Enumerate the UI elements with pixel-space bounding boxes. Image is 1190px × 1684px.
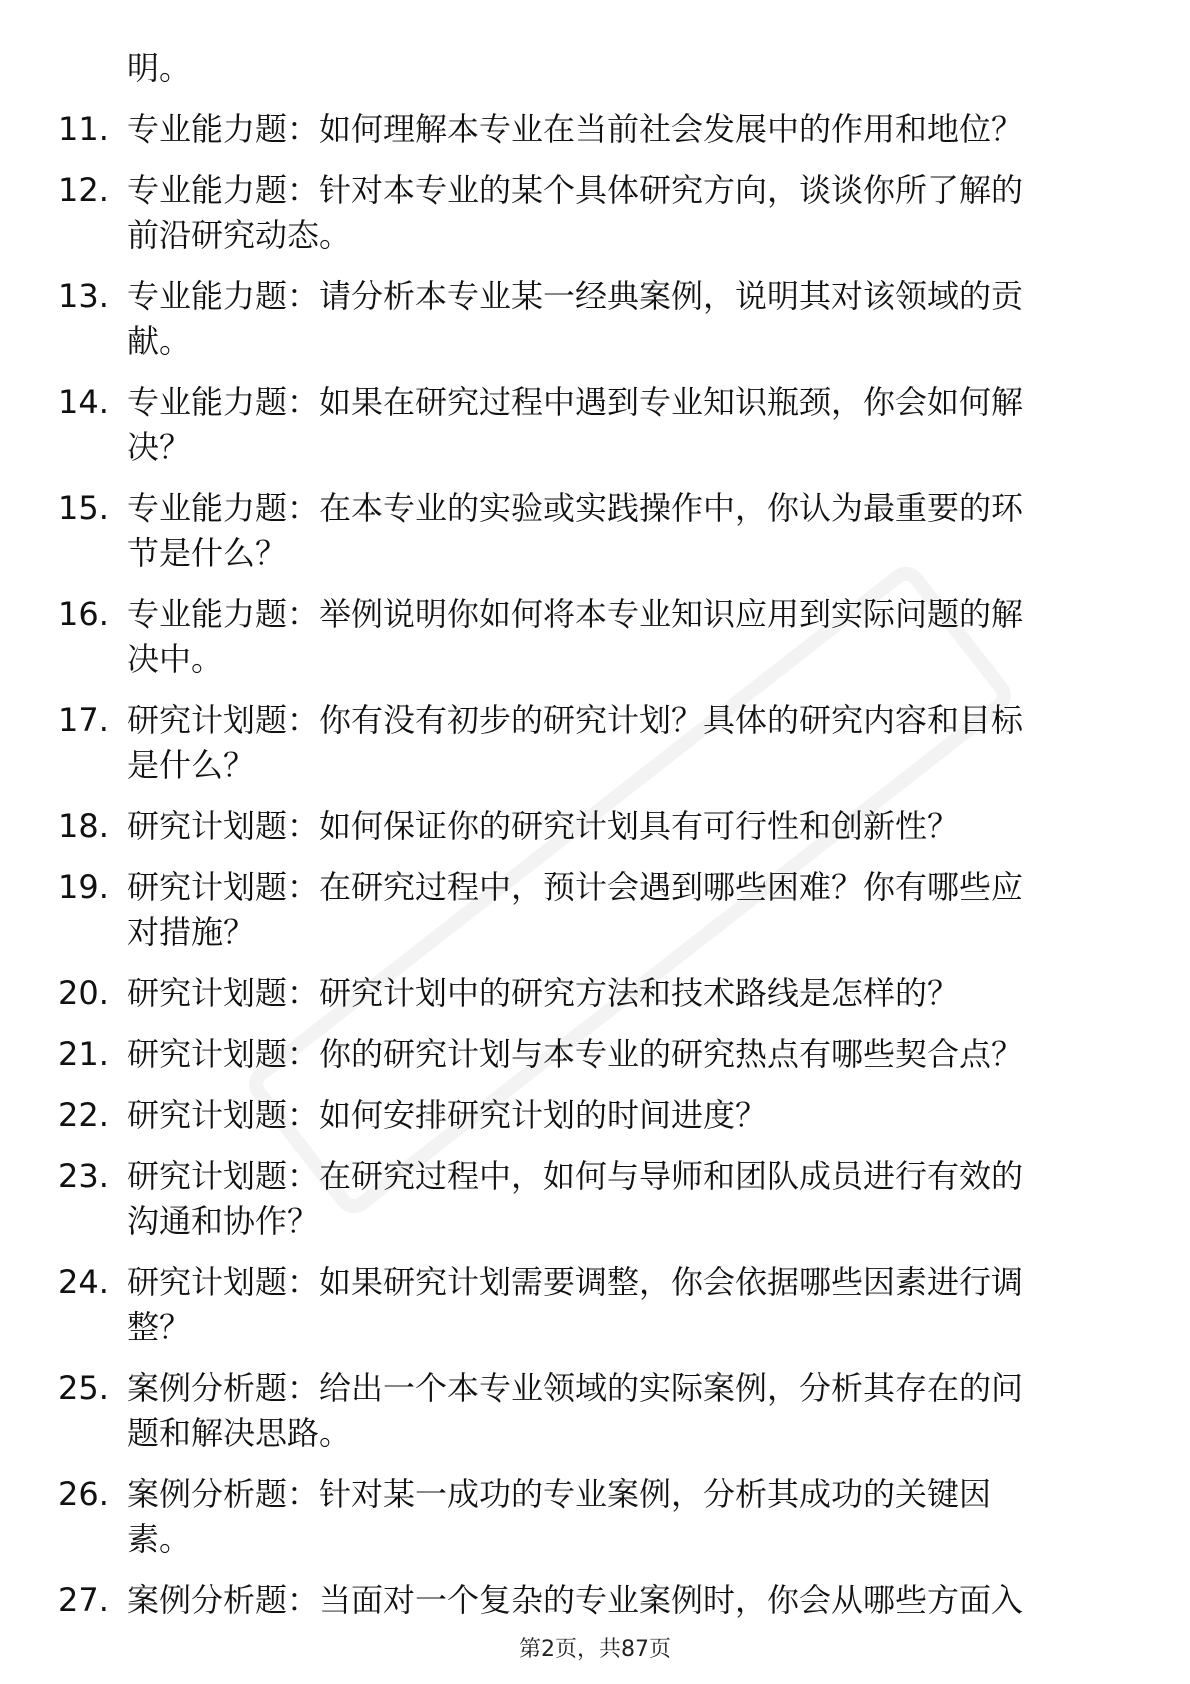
question-text-line: 整？ [127, 1308, 192, 1346]
question-item [58, 1154, 1118, 1244]
question-text [127, 971, 1118, 1016]
page-footer: 第2页，共87页 [519, 1637, 671, 1662]
question-item [58, 971, 1118, 1016]
question-number: 19. [58, 868, 109, 906]
question-item [58, 107, 1118, 152]
question-text-line: 素。 [127, 1520, 192, 1558]
continuation-text: 明。 [127, 49, 192, 87]
question-text-line: 专业能力题：举例说明你如何将本专业知识应用到实际问题的解 [127, 595, 1024, 633]
question-number: 12. [58, 171, 109, 209]
question-number: 13. [58, 277, 109, 315]
question-text [127, 1260, 1118, 1350]
question-text-line: 案例分析题：针对某一成功的专业案例，分析其成功的关键因 [127, 1475, 992, 1513]
question-text [127, 168, 1118, 258]
question-text-line: 题和解决思路。 [127, 1414, 352, 1452]
question-text-line: 专业能力题：请分析本专业某一经典案例，说明其对该领域的贡 [127, 277, 1024, 315]
question-text-line: 节是什么？ [127, 534, 288, 572]
question-number: 21. [58, 1035, 109, 1073]
question-text-line: 决？ [127, 428, 192, 466]
question-text [127, 1472, 1118, 1562]
question-text-line: 研究计划题：你的研究计划与本专业的研究热点有哪些契合点？ [127, 1035, 1024, 1073]
question-item [58, 380, 1118, 470]
question-number: 15. [58, 489, 109, 527]
question-text [127, 1366, 1118, 1456]
question-text [127, 1154, 1118, 1244]
question-text-line: 研究计划题：如何安排研究计划的时间进度？ [127, 1096, 768, 1134]
question-text-line: 献。 [127, 322, 192, 360]
question-number: 18. [58, 807, 109, 845]
question-number: 25. [58, 1369, 109, 1407]
question-text [127, 107, 1118, 152]
question-item [58, 592, 1118, 682]
question-item [58, 1093, 1118, 1138]
question-item [58, 274, 1118, 364]
question-list [58, 107, 1118, 1623]
question-text-line: 是什么？ [127, 746, 256, 784]
question-item [58, 486, 1118, 576]
question-item [58, 1578, 1118, 1623]
question-item [58, 1472, 1118, 1562]
question-text-line: 研究计划题：你有没有初步的研究计划？具体的研究内容和目标 [127, 701, 1024, 739]
question-text-line: 研究计划题：如果研究计划需要调整，你会依据哪些因素进行调 [127, 1263, 1024, 1301]
question-text-line: 研究计划题：研究计划中的研究方法和技术路线是怎样的？ [127, 974, 960, 1012]
question-text [127, 698, 1118, 788]
question-text [127, 1032, 1118, 1077]
question-text-line: 前沿研究动态。 [127, 216, 352, 254]
question-number: 14. [58, 383, 109, 421]
question-text-line: 研究计划题：在研究过程中，如何与导师和团队成员进行有效的 [127, 1157, 1024, 1195]
question-text [127, 592, 1118, 682]
question-text-line: 研究计划题：在研究过程中，预计会遇到哪些困难？你有哪些应 [127, 868, 1024, 906]
question-number: 20. [58, 974, 109, 1012]
question-text [127, 380, 1118, 470]
question-number: 24. [58, 1263, 109, 1301]
question-text [127, 1093, 1118, 1138]
question-text-line: 研究计划题：如何保证你的研究计划具有可行性和创新性？ [127, 807, 960, 845]
question-text-line: 案例分析题：当面对一个复杂的专业案例时，你会从哪些方面入 [127, 1581, 1024, 1619]
question-number: 27. [58, 1581, 109, 1619]
question-number: 17. [58, 701, 109, 739]
question-item [58, 1260, 1118, 1350]
question-text [127, 865, 1118, 955]
question-text [127, 1578, 1118, 1623]
question-item [58, 865, 1118, 955]
question-text-line: 决中。 [127, 640, 224, 678]
question-item [58, 1032, 1118, 1077]
question-text-line: 专业能力题：在本专业的实验或实践操作中，你认为最重要的环 [127, 489, 1024, 527]
question-item [58, 804, 1118, 849]
question-number: 23. [58, 1157, 109, 1195]
question-text-line: 对措施？ [127, 913, 256, 951]
question-number: 16. [58, 595, 109, 633]
question-text-line: 案例分析题：给出一个本专业领域的实际案例，分析其存在的问 [127, 1369, 1024, 1407]
question-item [58, 168, 1118, 258]
question-item [58, 1366, 1118, 1456]
question-text-line: 专业能力题：如果在研究过程中遇到专业知识瓶颈，你会如何解 [127, 383, 1024, 421]
question-item [58, 698, 1118, 788]
question-text [127, 274, 1118, 364]
question-text [127, 486, 1118, 576]
question-text [127, 804, 1118, 849]
question-text-line: 沟通和协作？ [127, 1202, 320, 1240]
question-text-line: 专业能力题：针对本专业的某个具体研究方向，谈谈你所了解的 [127, 171, 1024, 209]
question-number: 11. [58, 110, 109, 148]
question-text-line: 专业能力题：如何理解本专业在当前社会发展中的作用和地位？ [127, 110, 1024, 148]
question-number: 22. [58, 1096, 109, 1134]
document-content [58, 46, 1118, 1639]
question-number: 26. [58, 1475, 109, 1513]
